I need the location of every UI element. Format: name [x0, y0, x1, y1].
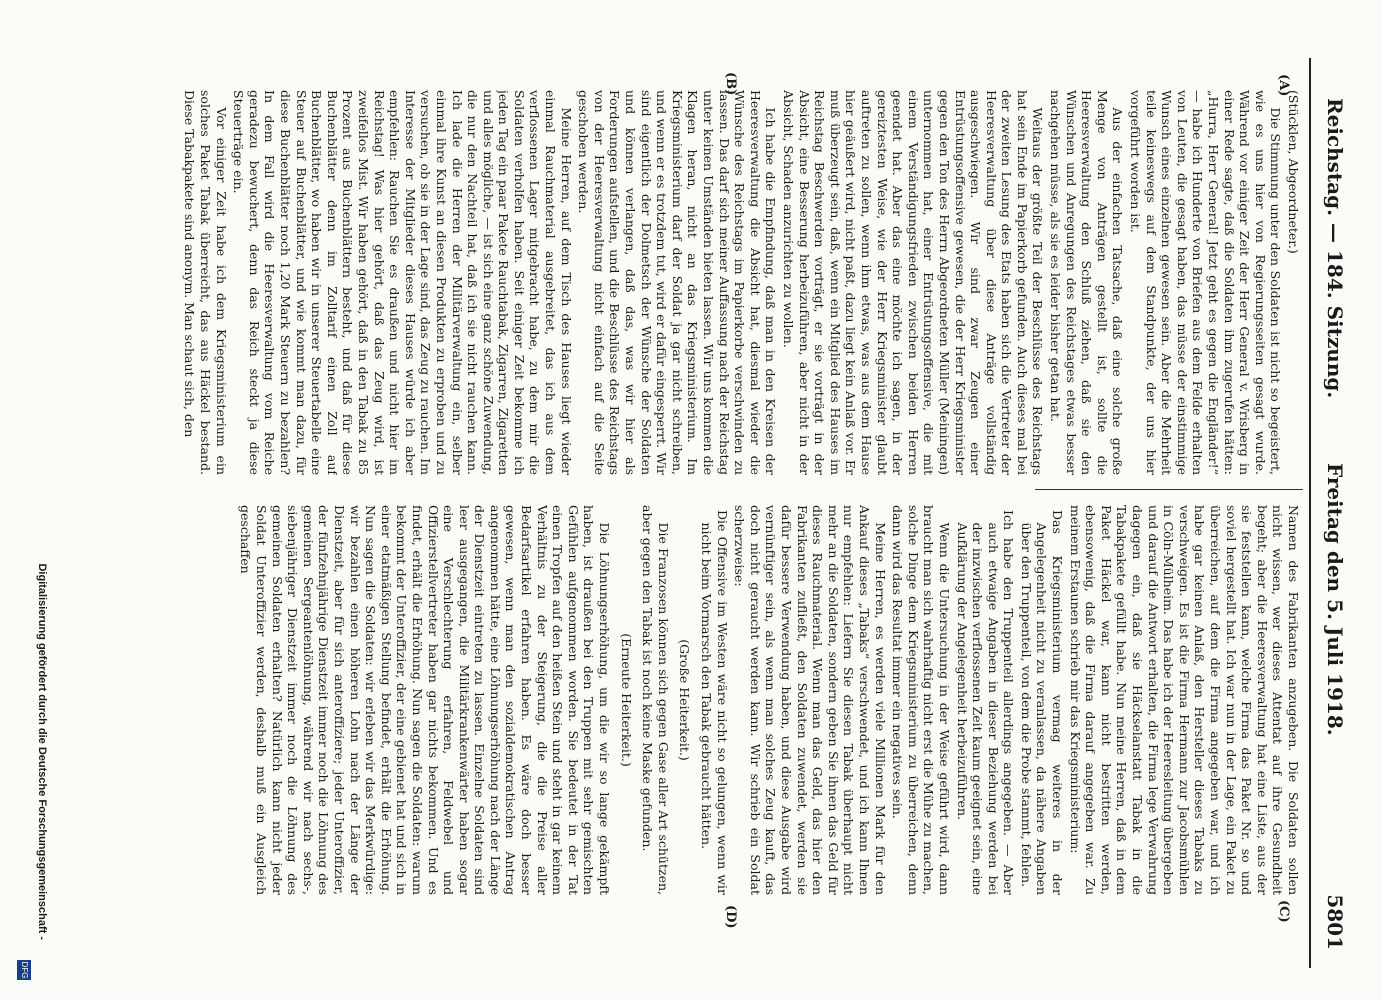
header-rule: [1309, 58, 1311, 968]
header-page-number: 5801: [1323, 894, 1347, 950]
paragraph: Die Löhnungserhöhung, um die wir so lange gekämpft haben, ist draußen bei den Truppen mit sehr gemischten Gefühlen aufgenommen worden. Sie bedeutet in der Tat einen Tropfen auf den heißen Stein und steht in gar keinem Verhältnis zu der Steigerung, die die Preise aller Bedarfsartikel erfahren haben. Es wäre doch besser gewesen, wenn man den sozialdemokratischen Antrag angenommen hätte, eine Löhnungserhöhung nach der Länge der Dienstzeit eintreten zu lassen. Einzelne Soldaten sind leer ausgegangen, die Militärkrankenwärter haben sogar eine Verschlechterung erfahren, Feldwebel und Offizierstellvertreter haben gar nichts bekommen. Und es findet, erhält die Erhöhung. Nun sagen die Soldaten: warum bekommt der Unteroffizier, der eine gebienet hat und sich in einer etatmäßigen Stellung befindet, erhält die Erhöhung. Nun sagen die Soldaten: wir erleben wir das Merkwürdige: wir bezahlen einen höheren Lohn nach der Länge der Dienstzeit, aber für sich anteroffiziere; jeder Unteroffizier, der fünfzehnjährige Dienstzeit immer noch die Löhnung des gemeinen Sergeantenlöhnung, während wir nach sechs-, siebenjähriger Dienstzeit immer noch die Löhnung des gemeinen Soldaten erhalten? Natürlich kann nicht jeder Soldat Unteroffizier werden, deshalb muß ein Ausgleich geschaffen: [238, 505, 613, 895]
right-column: [81, 505, 1301, 895]
paragraph: Meine Herren, auf dem Tisch des Hauses liegt wieder einmal Rauchmaterial ausgebreitet, das ich aus dem verflossenen Lager mitgebracht habe, zu dem mir die Soldaten verholfen haben. Seit einiger Zeit bekomme ich jeden Tag ein paar Pakete Rauchtabak, Zigarren, Zigaretten und alles mögliche, — ist sich eine ganz schöne Zuwendung, die nur den Nachteil hat, daß ich sie nicht rauchen kann. Ich lade die Herren der Militärverwaltung ein, selber einmal ihre Kunst an diesen Produkten zu erproben und zu versuchen, ob sie in der Lage sind, das Zeug zu rauchen. Im Interesse der Mitglieder dieses Hauses würde ich aber empfehlen: Rauchen Sie es draußen und nicht hier im Reichstag! Was hier gehört, daß das Zeug wird, ist zweifellos Mist. Wir haben gehört, daß in den Tabak zu 85 Prozent aus Buchenblättern besteht, und daß für diese Buchenblätter denn im Zolltarif einen Zoll auf Buchenblätter, wo haben wir in unserer Steuertabelle eine Steuer auf Buchenblätter, und wie kommt man dazu, für diese Buchenblätter noch 1,20 Mark Steuern zu bezahlen? In dem Fall wird die Heeresverwaltung vom Reiche geradezu bewuchert, denn das Reich steckt ja diese Steuerträge ein.: [231, 90, 574, 475]
dfg-logo: DFG: [17, 960, 31, 980]
paragraph: Wenn die Untersuchung in der Weise geführt wird, dann braucht man sich wahrhaftig nicht erst die Mühe zu machen, solche Dinge dem Kriegsministerium zu überreichen, denn dann wird das Resultat immer ein negatives sein.: [890, 505, 952, 895]
column-divider: [1035, 489, 1303, 490]
header-date: Freitag den 5. Juli 1918.: [1323, 463, 1347, 736]
page-header: [1313, 58, 1353, 960]
quote-paragraph: Das Kriegsministerium vermag weiteres in der Angelegenheit nicht zu veranlassen, da nähere Angaben über den Truppenteil, von dem die Probe stammt, fehlen.: [1018, 510, 1066, 895]
paragraph: Namen des Fabrikanten anzugeben. Die Soldaten sollen nicht wissen, wer dieses Attentat auf ihre Gesundheit begeht; aber die Heeresverwaltung hat eine Liste, aus der sie feststellen kann, welche Firma das Paket Nr. so und soviel hergestellt hat. Ich war nun in der Lage, ein Paket zu überreichen, auf dem die Firma angegeben war, und ich habe gar keinen Anlaß, den Hersteller dieses Tabaks zu verschweigen. Es ist die Firma Hermann zur Jacobsmühlen in Cöln-Mülheim. Das habe ich der Heeresleitung übergeben und darauf die Antwort erhalten, die Firma lege Verwahrung dagegen ein, daß sie Häckselanstatt Tabak in die Tabakpakete gefüllt habe. Nun meine Herren, daß in dem Paket Häckel war, kann nicht bestritten werden, ebensowenig, daß die Firma darauf angegeben war. Zu meinem Erstaunen schrieb mir das Kriegsministerium:: [1067, 505, 1301, 895]
margin-mark-c: (C): [1276, 900, 1291, 923]
quote-paragraph: Ich habe den Truppenteil allerdings angegeben. — Aber auch etwaige Angaben in dieser Beziehung werden bei der inzwischen verflossenen Zeit kaum geeignet sein, eine Aufklärung der Angelegenheit herbeizuführen.: [954, 510, 1017, 895]
paragraph: Aus der einfachen Tatsache, daß eine solche große Menge von Anträgen gestellt ist, sollte die Heeresverwaltung den Schluß ziehen, daß sie den Wünschen und Anregungen des Reichstages etwas besser nachgehen müsse, als sie es leider bisher getan hat.: [1048, 90, 1126, 475]
header-session: Reichstag. — 184. Sitzung.: [1323, 98, 1347, 399]
laughter-note: (Große Heiterkeit.): [677, 639, 693, 761]
margin-mark-b: (B): [723, 72, 738, 96]
paragraph: Ich habe die Empfindung, daß man in den Kreisen der Heeresverwaltung die Absicht hat, diesmal wieder die Wünsche des Reichstags im Papierkorbe verschwinden zu lassen. Das darf sich meiner Auffassung nach der Reichstag unter keinen Umständen bieten lassen. Wir uns kommen die Klagen heran, nicht an das Kriegsministerium. Im Kriegsministerium darf der Soldat ja gar nicht schreiben, und wenn er es trotzdem tut, wird er dafür eingesperrt. Wir sind eigentlich der Dolmetsch der Wünsche der Soldaten und können verlangen, daß das, was wir hier als Forderungen aufstellen, und die Beschlüsse des Reichstags von der Heeresverwaltung nicht einfach auf die Seite geschoben werden.: [576, 90, 779, 475]
paragraph: Die Stimmung unter den Soldaten ist nicht so begeistert, wie es uns hier von Regierungsseiten gesagt wurde. Während vor einiger Zeit der Herr General v. Wrisberg in einer Rede sagte, daß die Soldaten ihm zugerufen hätten: „Hurra, Herr General! Jetzt geht es gegen die Engländer!“ — habe ich Hunderte von Briefen aus dem Felde erhalten von Leuten, die gesagt haben, das müsse der einstimmige Wunsch eines einzelnen gewesen sein. Aber die Mehrheit teile keineswegs auf dem Standpunkte, der uns hier vorgeführt worden ist.: [1128, 90, 1284, 475]
paragraph: Vor einiger Zeit habe ich dem Kriegsministerium ein solches Paket Tabak überreicht, das aus Häckel bestand. Diese Tabakpakete sind anonym. Man schaut sich, den: [182, 90, 229, 475]
margin-mark-a: (A): [1276, 74, 1291, 97]
paragraph: Meine Herren, es werden viele Millionen Mark für den Ankauf dieses „Tabaks“ verschwendet, und ich kann Ihnen nur empfehlen: Liefern Sie diesen Tabak überhaupt nicht mehr an die Soldaten, sondern geben Sie ihnen das Geld für dieses Rauchmaterial. Wenn man das Geld, das hier den Fabrikanten zufließt, den Soldaten zuwendet, werden sie dafür bessere Verwendung haben, und diese Ausgabe wird vernünftiger sein, als wenn man solches Zeug kauft, das doch nicht geraucht werden kann. Wir schrieb ein Soldat scherzweise:: [732, 505, 888, 895]
speaker-label: (Stücklen, Abgeordneter.): [1286, 90, 1301, 254]
paragraph: Die Franzosen können sich gegen Gase aller Art schützen, aber gegen den Tabak ist noch keine Maske gefunden.: [640, 505, 671, 895]
left-column: [81, 90, 1301, 475]
laughter-note: (Erneute Heiterkeit.): [618, 633, 634, 767]
margin-mark-d: (D): [723, 905, 738, 929]
digitization-note: Digitalisierung gefördert durch die Deutsche Forschungsgemeinschaft -: [36, 563, 48, 940]
quote-paragraph: Die Offensive im Westen wäre nicht so gelungen, wenn wir nicht beim Vormarsch den Tabak gebraucht hätten.: [699, 510, 730, 895]
paragraph: Weitaus der größte Teil der Beschlüsse des Reichstags hat sein Ende im Papierkorb gefunden. Auch dieses mal bei der zweiten Lesung des Etats haben sich die Vertreter der Heeresverwaltung über diese Anträge vollständig ausgeschwiegen. Wir sind zwar Zeugen einer Entrüstungsoffensive gewesen, die der Herr Kriegsminister gegen den Ton des Herrn Abgeordneten Müller (Meiningen) unternommen hat, einer Entrüstungsoffensive, die mit einem Verständigungsfrieden zwischen beiden Herren geendet hat. Aber das eine möchte ich sagen, in der gereiztesten Weise, wie der Herr Kriegsminister glaubt auftreten zu sollen, wenn ihm etwas, was aus dem Hause hier geäußert wird, nicht paßt, dazu liegt kein Anlaß vor. Er muß überzeugt sein, daß, wenn ein Mitglied des Hauses im Reichstag Beschwerden vorträgt, er sie vorträgt in der Absicht, eine Besserung herbeizuführen, aber nicht in der Absicht, Schaden anzurichten zu wollen.: [781, 90, 1046, 475]
